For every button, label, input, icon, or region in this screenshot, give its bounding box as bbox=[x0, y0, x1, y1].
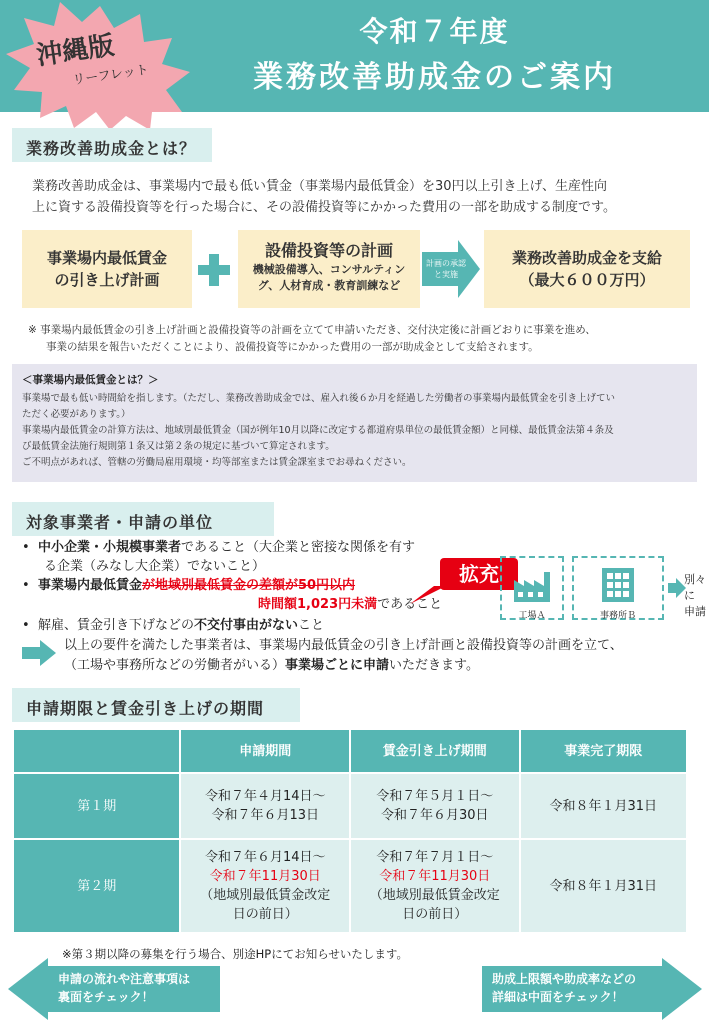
definition-line2: ただく必要があります。） bbox=[22, 409, 131, 420]
middle-page-line2: 詳細は中面をチェック！ bbox=[492, 990, 624, 1004]
bullet-nd-post: こと bbox=[297, 618, 324, 633]
bullet-wage-line2 bbox=[258, 595, 498, 614]
grant-box-line1: 業務改善助成金を支給 bbox=[511, 249, 662, 267]
office-b-box bbox=[572, 556, 664, 620]
plan-box-investment-title: 設備投資等の計画 bbox=[264, 241, 393, 260]
bullet-dot: • bbox=[22, 618, 38, 633]
separate-application-label bbox=[684, 572, 709, 620]
table-row bbox=[13, 839, 687, 933]
office-building-icon bbox=[574, 562, 662, 606]
arrow-label-line1: 計画の承認 bbox=[426, 259, 466, 268]
factory-icon bbox=[502, 562, 562, 606]
period1-application bbox=[180, 773, 350, 839]
period1-deadline: 令和８年１月31日 bbox=[520, 773, 688, 839]
office-label: 事務所Ｂ bbox=[599, 611, 636, 621]
bullet-sme-bold: 中小企業・小規模事業者 bbox=[37, 540, 181, 555]
separate-label-line2: 申請 bbox=[684, 605, 706, 618]
section-heading-periods: 申請期限と賃金引き上げの期間 bbox=[12, 688, 300, 722]
period1-wage bbox=[350, 773, 520, 839]
period2-app-line1: 令和７年６月14日～ bbox=[204, 850, 326, 865]
period1-wage-line2: 令和７年６月30日 bbox=[380, 808, 489, 823]
footnote-line1: ※ 事業場内最低賃金の引き上げ計画と設備投資等の計画を立てて申請いただき、交付決定後に計画どおりに事業を進め、 bbox=[28, 324, 596, 336]
bullet-wage-rest: であること bbox=[377, 597, 443, 612]
intro-line1: 業務改善助成金は、事業場内で最も低い賃金（事業場内最低賃金）を30円以上引き上げ、生産性向 bbox=[32, 179, 608, 194]
bullet-dot: • bbox=[22, 540, 38, 555]
period2-app-line2: 令和７年11月30日 bbox=[209, 869, 321, 884]
requirement-line2-bold: 事業場ごとに申請 bbox=[285, 658, 390, 673]
period2-wage bbox=[350, 839, 520, 933]
badge-main-text: 沖縄版 bbox=[34, 30, 117, 72]
bullet-dot: • bbox=[22, 578, 38, 593]
period2-application bbox=[180, 839, 350, 933]
plus-icon bbox=[196, 252, 232, 288]
col-header-wage: 賃金引き上げ期間 bbox=[350, 729, 520, 773]
bullet-nd-bold: 不交付事由がない bbox=[193, 618, 298, 633]
bullet-wage-new-amount: 時間額1,023円未満 bbox=[258, 597, 378, 612]
expansion-badge: 拡充 bbox=[440, 558, 518, 590]
col-header-deadline: 事業完了期限 bbox=[520, 729, 688, 773]
period2-app-line3: （地域別最低賃金改定 bbox=[200, 888, 331, 903]
section-heading-eligibility: 対象事業者・申請の単位 bbox=[12, 502, 274, 536]
requirement-arrow-icon bbox=[22, 640, 56, 666]
definition-line5: ご不明点があれば、管轄の労働局雇用環境・均等部室または賃金課室までお尋ねください。 bbox=[22, 457, 412, 468]
col-header-application: 申請期間 bbox=[180, 729, 350, 773]
period2-wage-line1: 令和７年７月１日～ bbox=[376, 850, 494, 865]
section-heading-overview: 業務改善助成金とは？ bbox=[12, 128, 212, 162]
min-wage-definition-box bbox=[12, 364, 697, 482]
badge-sub-text: リーフレット bbox=[71, 62, 150, 89]
back-page-line2: 裏面をチェック！ bbox=[58, 990, 154, 1004]
requirement-line1: 以上の要件を満たした事業者は、事業場内最低賃金の引き上げ計画と設備投資等の計画を立て、 bbox=[64, 638, 623, 653]
plan-box-investment-sub2: グ、人材育成・教育訓練など bbox=[257, 279, 401, 292]
row-label-period1: 第１期 bbox=[13, 773, 180, 839]
requirement-line2-pre: （工場や事務所などの労働者がいる） bbox=[64, 658, 286, 673]
definition-heading: ＜事業場内最低賃金とは？＞ bbox=[22, 374, 159, 386]
period2-app-line4: 日の前日） bbox=[232, 907, 298, 922]
plan-box-wage-line2: の引き上げ計画 bbox=[54, 271, 160, 289]
requirement-line2 bbox=[64, 656, 704, 675]
bullet-sme-line2: る企業（みなし大企業）でないこと） bbox=[44, 559, 266, 574]
bullet-wage-bold: 事業場内最低賃金 bbox=[37, 578, 142, 593]
factory-a-box bbox=[500, 556, 564, 620]
table-header-row bbox=[13, 729, 687, 773]
period2-wage-line4: 日の前日） bbox=[402, 907, 468, 922]
plan-box-investment bbox=[238, 230, 420, 308]
period1-app-line2: 令和７年６月13日 bbox=[211, 808, 319, 823]
definition-line1: 事業場で最も低い時間給を指します。（ただし、業務改善助成金では、雇入れ後６か月を経過した労働者の事業場内最低賃金を引き上げてい bbox=[22, 393, 615, 404]
period1-wage-line1: 令和７年５月１日～ bbox=[376, 789, 494, 804]
periods-table bbox=[12, 728, 688, 934]
table-row bbox=[13, 773, 687, 839]
bullet-sme-rest: であること（大企業と密接な関係を有す bbox=[180, 540, 415, 555]
table-note: ※第３期以降の募集を行う場合、別途HPにてお知らせいたします。 bbox=[62, 947, 408, 961]
period2-wage-line2: 令和７年11月30日 bbox=[379, 869, 491, 884]
footnote-line2: 事業の結果を報告いただくことにより、設備投資等にかかった費用の一部が助成金として支給されます。 bbox=[46, 341, 539, 353]
definition-line4: び最低賃金法施行規則第１条又は第２条の規定に基づいて算定されます。 bbox=[22, 441, 335, 452]
bullet-nd-pre: 解雇、賃金引き下げなどの bbox=[37, 618, 194, 633]
period2-wage-line3: （地域別最低賃金改定 bbox=[369, 888, 500, 903]
plan-box-wage bbox=[22, 230, 192, 308]
page-title-line2: 業務改善助成金のご案内 bbox=[253, 60, 616, 95]
back-page-text[interactable] bbox=[58, 970, 218, 1006]
period1-app-line1: 令和７年４月14日～ bbox=[204, 789, 326, 804]
page-title-line1: 令和７年度 bbox=[359, 15, 510, 48]
period2-deadline: 令和８年１月31日 bbox=[520, 839, 688, 933]
arrow-label bbox=[424, 258, 468, 280]
middle-page-text[interactable] bbox=[492, 970, 672, 1006]
callout-pointer bbox=[410, 586, 450, 606]
bullet-sme bbox=[22, 538, 492, 557]
definition-line3: 事業場内最低賃金の計算方法は、地域別最低賃金（国が例年10月以降に改定する都道府県単位の最低賃金額）と同様、最低賃金法第４条及 bbox=[22, 425, 614, 436]
table-header-blank bbox=[13, 729, 180, 773]
grant-box bbox=[484, 230, 690, 308]
plan-box-investment-sub1: 機械設備導入、コンサルティン bbox=[252, 263, 406, 276]
bullet-no-disqualification bbox=[22, 616, 492, 635]
intro-line2: 上に資する設備投資等を行った場合に、その設備投資等にかかった費用の一部を助成する制度です。 bbox=[32, 200, 616, 215]
factory-label: 工場Ａ bbox=[518, 611, 546, 621]
row-label-period2: 第２期 bbox=[13, 839, 180, 933]
middle-page-line1: 助成上限額や助成率などの bbox=[492, 972, 637, 986]
arrow-label-line2: と実施 bbox=[434, 270, 458, 279]
grant-box-line2: （最大６００万円） bbox=[519, 271, 655, 289]
bullet-wage-strike: が地域別最低賃金の差額が50円以内 bbox=[141, 578, 356, 593]
requirement-line2-post: いただきます。 bbox=[389, 658, 479, 673]
plan-box-wage-line1: 事業場内最低賃金 bbox=[46, 249, 167, 267]
back-page-line1: 申請の流れや注意事項は bbox=[58, 972, 191, 986]
separate-label-line1: 別々に bbox=[684, 573, 706, 602]
